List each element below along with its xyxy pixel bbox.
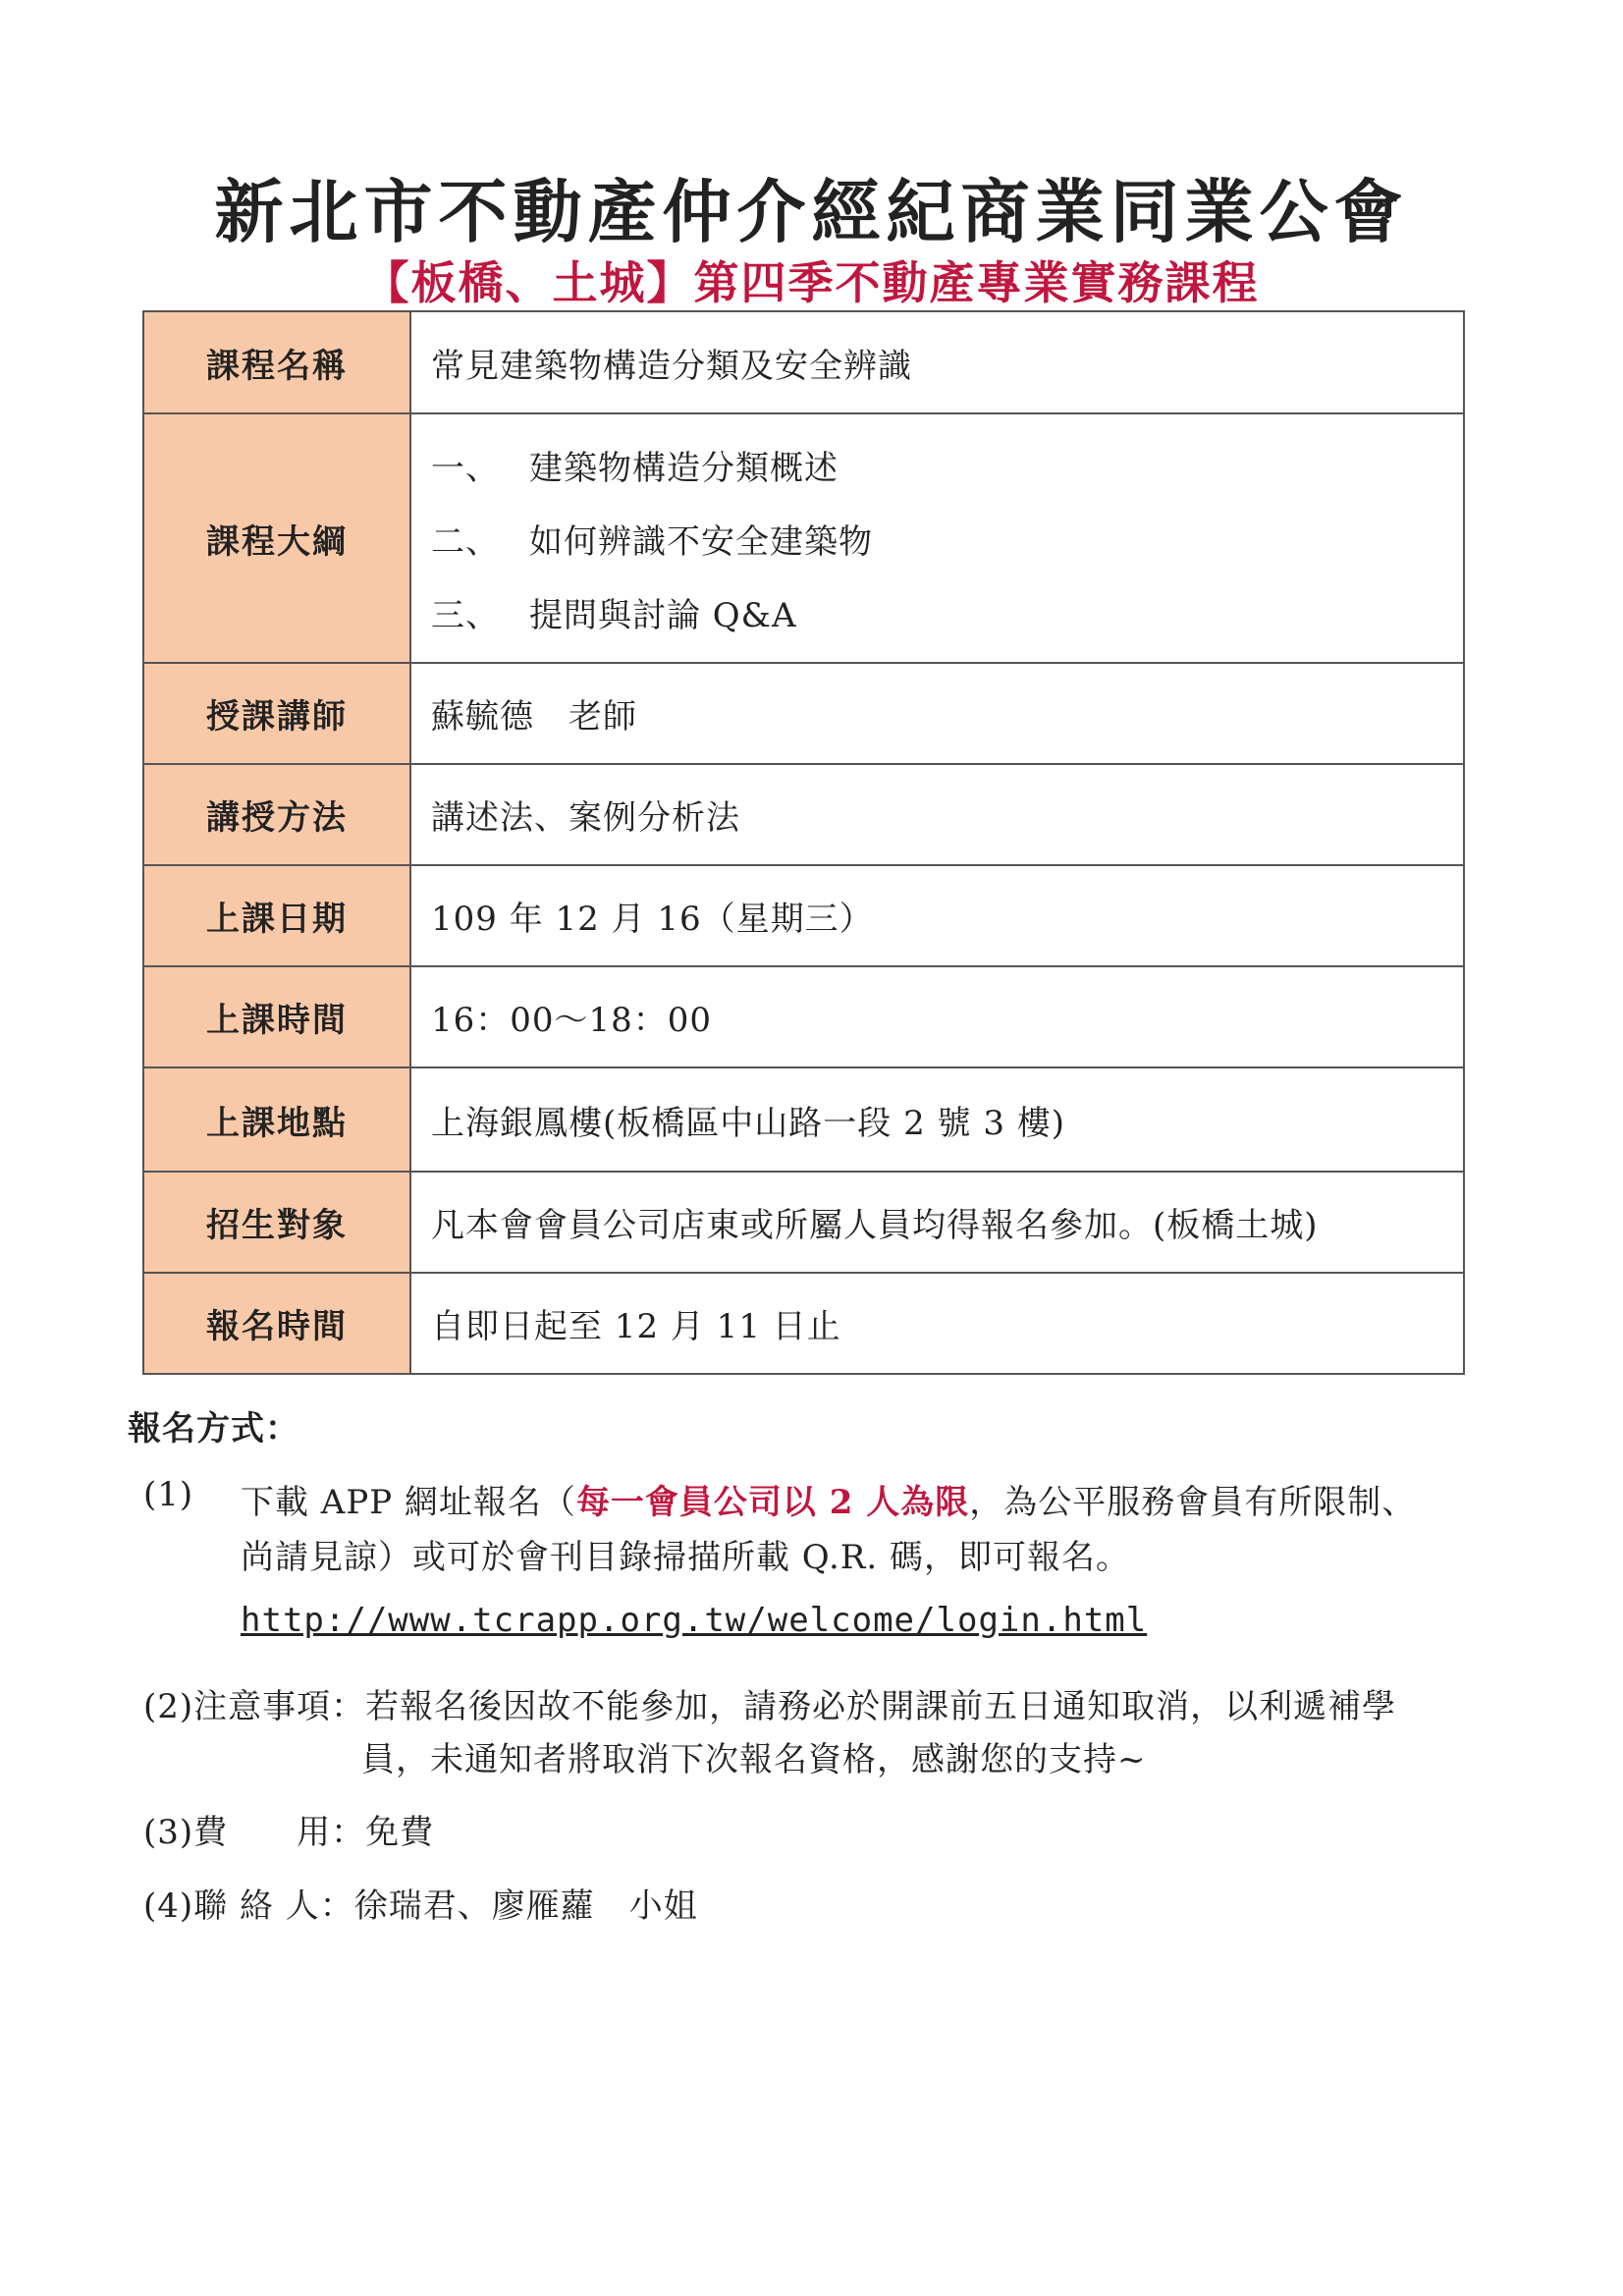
note-1-line2: 尚請見諒）或可於會刊目錄掃描所載 Q.R. 碼，即可報名。	[241, 1538, 1131, 1577]
audience-value: 凡本會會員公司店東或所屬人員均得報名參加。(板橋土城)	[410, 1172, 1464, 1273]
date-value: 109 年 12 月 16（星期三）	[410, 865, 1464, 966]
registration-link[interactable]: http://www.tcrapp.org.tw/welcome/login.html	[241, 1601, 1148, 1640]
table-row	[143, 1273, 1464, 1374]
table-row	[143, 764, 1464, 865]
note-3-fee: (3)費 用：免費	[143, 1813, 435, 1852]
outline-label: 課程大綱	[143, 413, 410, 663]
location-label: 上課地點	[143, 1067, 410, 1172]
registration-value: 自即日起至 12 月 11 日止	[410, 1273, 1464, 1374]
time-value: 16：00～18：00	[410, 966, 1464, 1067]
audience-label: 招生對象	[143, 1172, 410, 1273]
note-2-line1: (2)注意事項：若報名後因故不能參加，請務必於開課前五日通知取消，以利遞補學	[143, 1687, 1397, 1726]
table-row	[143, 1172, 1464, 1273]
instructor-label: 授課講師	[143, 663, 410, 764]
outline-item: 二、 如何辨識不安全建築物	[431, 521, 873, 562]
page-subtitle: 【板橋、土城】第四季不動產專業實務課程	[363, 256, 1260, 309]
outline-item: 三、 提問與討論 Q&A	[431, 595, 797, 635]
outline-value	[410, 413, 1464, 663]
note-1-line1: 下載 APP 網址報名（每一會員公司以 2 人為限，為公平服務會員有所限制、	[241, 1483, 1417, 1522]
table-row	[143, 1067, 1464, 1172]
table-row	[143, 413, 1464, 663]
date-label: 上課日期	[143, 865, 410, 966]
time-label: 上課時間	[143, 966, 410, 1067]
outline-item: 一、 建築物構造分類概述	[431, 448, 839, 488]
course-name-value: 常見建築物構造分類及安全辨識	[410, 311, 1464, 413]
table-row	[143, 663, 1464, 764]
registration-label: 報名時間	[143, 1273, 410, 1374]
instructor-value: 蘇毓德 老師	[410, 663, 1464, 764]
table-row	[143, 865, 1464, 966]
method-value: 講述法、案例分析法	[410, 764, 1464, 865]
registration-heading: 報名方式：	[128, 1409, 299, 1449]
course-name-label: 課程名稱	[143, 311, 410, 413]
table-row	[143, 311, 1464, 413]
note-2-line2: 員，未通知者將取消下次報名資格，感謝您的支持~	[361, 1740, 1147, 1779]
page-title: 新北市不動產仲介經紀商業同業公會	[214, 171, 1409, 252]
course-info-table	[142, 310, 1465, 1375]
location-value: 上海銀鳳樓(板橋區中山路一段 2 號 3 樓)	[410, 1067, 1464, 1172]
note-1-num: (1)	[143, 1475, 194, 1514]
limit-highlight: 每一會員公司以 2 人為限	[575, 1483, 970, 1522]
table-row	[143, 966, 1464, 1067]
note-4-contact: (4)聯 絡 人：徐瑞君、廖雁蘿 小姐	[143, 1886, 698, 1926]
method-label: 講授方法	[143, 764, 410, 865]
